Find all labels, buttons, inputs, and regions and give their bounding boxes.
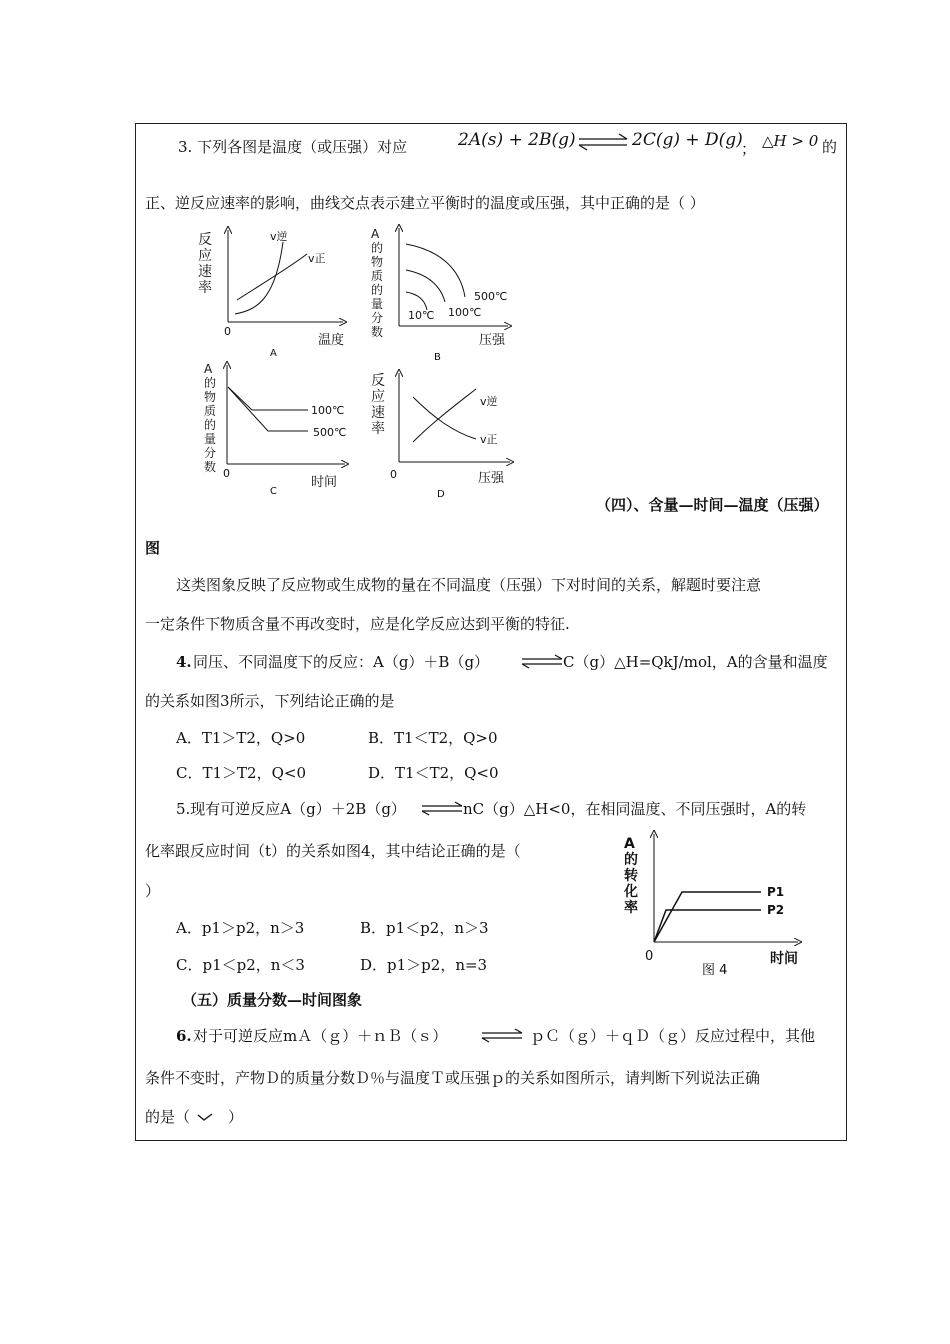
ylabel-1: A (624, 836, 635, 852)
label-v-forward: v正 (308, 252, 326, 265)
curve-v-reverse (413, 389, 476, 442)
label-v-forward: v正 (480, 433, 498, 446)
ylabel-5: 的 (371, 283, 384, 297)
q5-option-a: A．p1＞p2，n＞3 (176, 919, 305, 937)
ylabel-1: A (371, 227, 380, 241)
ylabel-1: A (204, 362, 213, 376)
q6-text-b: ｐＣ（ｇ）＋ｑＤ（ｇ）反应过程中，其他 (530, 1027, 816, 1045)
curve-v-reverse (235, 242, 283, 314)
curve-v-forward (237, 254, 307, 300)
q4-text-a: 同压、不同温度下的反应：A（g）＋B（g） (193, 653, 490, 671)
ylabel-3: 速 (371, 405, 385, 421)
curve-500c (406, 244, 465, 297)
xlabel: 时间 (770, 951, 798, 967)
ylabel-2: 的 (204, 376, 217, 390)
q3-line2: 正、逆反应速率的影响，曲线交点表示建立平衡时的温度或压强，其中正确的是（ ） (145, 194, 705, 212)
origin: 0 (223, 467, 230, 480)
q5-line2: 化率跟反应时间（t）的关系如图4，其中结论正确的是（ (145, 842, 521, 860)
label-10c: 10℃ (408, 309, 435, 322)
ylabel-1: 反 (198, 232, 212, 248)
intro-line1: 这类图象反映了反应物或生成物的量在不同温度（压强）下对时间的关系，解题时要注意 (176, 576, 762, 594)
q4-option-b: B．T1＜T2，Q>0 (368, 729, 498, 747)
label-100c: 100℃ (311, 404, 345, 417)
ylabel-4: 化 (624, 884, 638, 900)
curve-10c (406, 292, 427, 310)
label-p1: P1 (767, 885, 785, 899)
curve-100c (228, 387, 308, 410)
caption: B (434, 352, 441, 363)
xlabel: 温度 (318, 333, 345, 348)
ylabel-4: 质 (204, 404, 217, 418)
figure-d (368, 367, 518, 502)
ylabel-4: 率 (371, 421, 385, 437)
xlabel: 时间 (311, 475, 338, 490)
ylabel-6: 量 (204, 432, 217, 446)
q5-line3: ） (145, 882, 161, 900)
ylabel-7: 分 (204, 446, 217, 460)
curve-500c (228, 387, 308, 431)
equilibrium-arrow-icon (577, 132, 629, 152)
q5-text-a: 5.现有可逆反应A（g）＋2B（g） (176, 800, 406, 818)
q3-dh: △H > 0 (762, 132, 819, 150)
q5-option-c: C．p1＜p2，n＜3 (176, 956, 305, 974)
q5-text-b: nC（g）△H<0，在相同温度、不同压强时，A的转 (463, 800, 807, 818)
label-p2: P2 (767, 903, 785, 917)
q6-line3: 的是（ (145, 1108, 191, 1126)
ylabel-3: 物 (371, 255, 384, 269)
section4-heading-cont: 图 (145, 539, 161, 557)
xlabel: 压强 (479, 333, 506, 348)
figure-b (368, 222, 513, 367)
ylabel-3: 物 (204, 390, 217, 404)
ylabel-6: 量 (371, 297, 384, 311)
ylabel-3: 转 (624, 868, 638, 884)
q4-option-c: C．T1＞T2，Q<0 (176, 764, 306, 782)
ylabel-8: 数 (371, 325, 384, 339)
label-500c: 500℃ (313, 426, 347, 439)
ylabel-4: 质 (371, 269, 384, 283)
figure-c (200, 357, 360, 500)
ylabel-4: 率 (198, 280, 212, 296)
caption: D (437, 489, 445, 500)
q4-text-b: C（g）△H=QkJ/mol，A的含量和温度 (563, 653, 828, 671)
label-v-reverse: v逆 (270, 230, 288, 243)
q4-option-d: D．T1＜T2，Q<0 (368, 764, 499, 782)
equilibrium-arrow-icon (480, 1028, 524, 1044)
curve-100c (406, 270, 445, 302)
q4-line2: 的关系如图3所示，下列结论正确的是 (145, 692, 395, 710)
figure-a (195, 222, 360, 362)
intro-line2: 一定条件下物质含量不再改变时，应是化学反应达到平衡的特征. (145, 615, 570, 633)
q6-line3-end: ） (228, 1108, 244, 1126)
ylabel-2: 应 (371, 389, 385, 405)
ylabel-7: 分 (371, 311, 384, 325)
equilibrium-arrow-icon (520, 654, 564, 670)
xlabel: 压强 (478, 471, 505, 486)
caption: 图 4 (702, 963, 728, 978)
q4-option-a: A．T1＞T2，Q>0 (176, 729, 306, 747)
curve-p1 (654, 892, 761, 942)
equilibrium-arrow-icon (420, 801, 464, 817)
label-500c: 500℃ (474, 290, 508, 303)
ylabel-2: 的 (624, 852, 638, 868)
origin: 0 (390, 468, 397, 481)
ylabel-3: 速 (198, 264, 212, 280)
q3-equation-right: 2C(g) + D(g) (632, 130, 743, 150)
caption: C (270, 486, 277, 497)
ylabel-2: 的 (371, 241, 384, 255)
label-v-reverse: v逆 (480, 395, 498, 408)
origin: 0 (645, 949, 654, 964)
q5-option-b: B．p1＜p2，n＞3 (360, 919, 489, 937)
q3-prefix: 3. 下列各图是温度（或压强）对应 (178, 138, 408, 156)
q6-text: 对于可逆反应mＡ（ｇ）＋ｎＢ（ｓ） (193, 1027, 448, 1045)
section4-heading: （四）、含量—时间—温度（压强） (596, 496, 829, 514)
q5-option-d: D．p1＞p2，n=3 (360, 956, 488, 974)
ylabel-5: 率 (624, 900, 638, 916)
caption: A (270, 348, 277, 359)
q3-equation-left: 2A(s) + 2B(g) (458, 130, 576, 150)
ylabel-8: 数 (204, 460, 217, 474)
ylabel-1: 反 (371, 373, 385, 389)
ylabel-5: 的 (204, 418, 217, 432)
label-100c: 100℃ (448, 306, 482, 319)
section5-heading: （五）质量分数—时间图象 (182, 991, 363, 1009)
q3-sep: ； (741, 140, 757, 158)
q6-num: 6. (176, 1027, 192, 1045)
q6-line2: 条件不变时，产物Ｄ的质量分数Ｄ％与温度Ｔ或压强ｐ的关系如图所示，请判断下列说法正确 (145, 1069, 761, 1087)
checkmark-icon (196, 1111, 214, 1123)
q3-suffix: 的 (822, 138, 838, 156)
origin: 0 (224, 325, 231, 338)
q4-num: 4. (176, 653, 192, 671)
figure-4 (616, 830, 806, 980)
ylabel-2: 应 (198, 248, 212, 264)
